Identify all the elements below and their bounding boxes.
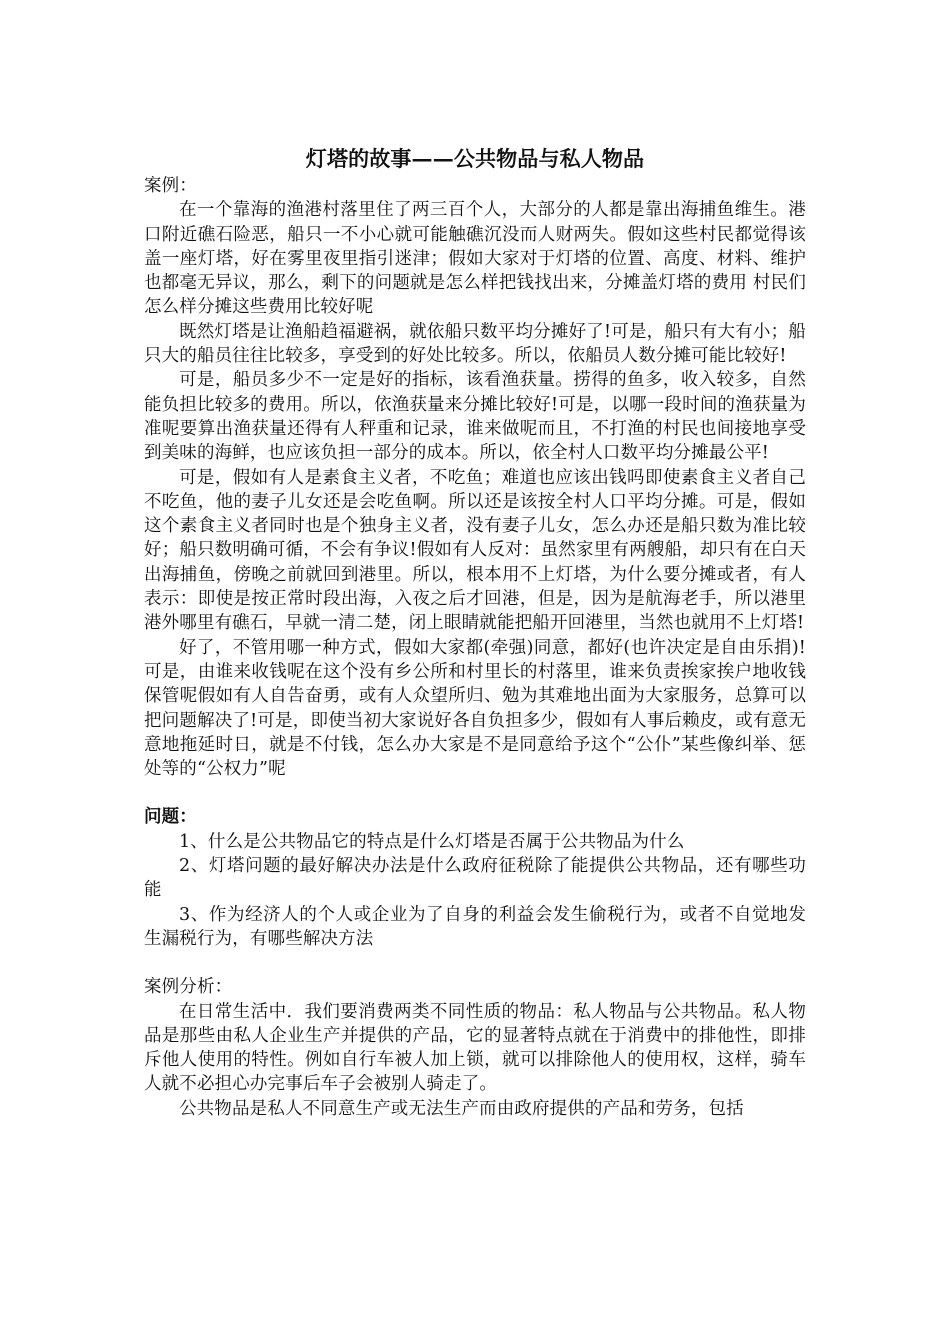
case-paragraph: 既然灯塔是让渔船趋福避祸，就依船只数平均分摊好了!可是，船只有大有小；船只大的船员往往比较多，享受到的好处比较多。所以，依船员人数分摊可能比较好!: [144, 321, 806, 367]
analysis-paragraph: 公共物品是私人不同意生产或无法生产而由政府提供的产品和劳务，包括: [179, 1098, 744, 1119]
document-title: 灯塔的故事——公共物品与私人物品: [305, 146, 645, 171]
analysis-label: 案例分析：: [144, 977, 233, 998]
case-label: 案例：: [144, 176, 197, 196]
questions-label: 问题：: [144, 807, 197, 828]
case-paragraph: 在一个靠海的渔港村落里住了两三百个人，大部分的人都是靠出海捕鱼维生。港口附近礁石险恶，船只一不小心就可能触礁沉没而人财两失。假如这些村民都觉得该盖一座灯塔，好在雾里夜里指引迷津；假如大家对于灯塔的位置、高度、材料、维护也都毫无异议，那么，剩下的问题就是怎么样把钱找出来，分摊盖灯塔的费用 村民们怎么样分摊这些费用比较好呢: [144, 200, 806, 318]
case-paragraph: 好了，不管用哪一种方式，假如大家都(牵强)同意，都好(也许决定是自由乐捐)!可是，由谁来收钱呢在这个没有乡公所和村里长的村落里，谁来负责挨家挨户地收钱保管呢假如有人自告奋勇，或有人众望所归、勉为其难地出面为大家服务，总算可以把问题解决了!可是，即使当初大家说好各自负担多少，假如有人事后赖皮，或有意无意地拖延时日，就是不付钱，怎么办大家是不是同意给予这个“公仆”某些像纠举、惩处等的“公权力”呢: [144, 637, 806, 780]
section-spacer: [144, 951, 806, 975]
document-page: [144, 144, 806, 1121]
case-paragraph: 可是，船员多少不一定是好的指标，该看渔获量。捞得的鱼多，收入较多，自然能负担比较多的费用。所以，依渔获量来分摊比较好!可是，以哪一段时间的渔获量为准呢要算出渔获量还得有人秤重和记录，谁来做呢而且，不打渔的村民也间接地享受到美味的海鲜，也应该负担一部分的成本。所以，依全村人口数平均分摊最公平!: [144, 370, 806, 464]
question-item: 2、灯塔问题的最好解决办法是什么政府征税除了能提供公共物品，还有哪些功能: [144, 856, 806, 901]
case-paragraph: 可是，假如有人是素食主义者，不吃鱼；难道也应该出钱吗即使素食主义者自己不吃鱼，他的妻子儿女还是会吃鱼啊。所以还是该按全村人口平均分摊。可是，假如这个素食主义者同时也是个独身主义者，没有妻子儿女，怎么办还是船只数为准比较好；船只数明确可循，不会有争议!假如有人反对：虽然家里有两艘船，却只有在白天出海捕鱼，傍晚之前就回到港里。所以，根本用不上灯塔，为什么要分摊或者，有人表示：即使是按正常时段出海，入夜之后才回港，但是，因为是航海老手，所以港里港外哪里有礁石，早就一清二楚，闭上眼睛就能把船开回港里，当然也就用不上灯塔!: [144, 467, 806, 634]
section-spacer: [144, 781, 806, 805]
question-item: 3、作为经济人的个人或企业为了自身的利益会发生偷税行为，或者不自觉地发生漏税行为，有哪些解决方法: [144, 904, 806, 949]
question-item: 1、什么是公共物品它的特点是什么灯塔是否属于公共物品为什么: [179, 831, 685, 852]
analysis-paragraph: 在日常生活中．我们要消费两类不同性质的物品：私人物品与公共物品。私人物品是那些由私人企业生产并提供的产品，它的显著特点就在于消费中的排他性，即排斥他人使用的特性。例如自行车被人加上锁，就可以排除他人的使用权，这样，骑车人就不必担心办完事后车子会被别人骑走了。: [144, 1001, 806, 1095]
